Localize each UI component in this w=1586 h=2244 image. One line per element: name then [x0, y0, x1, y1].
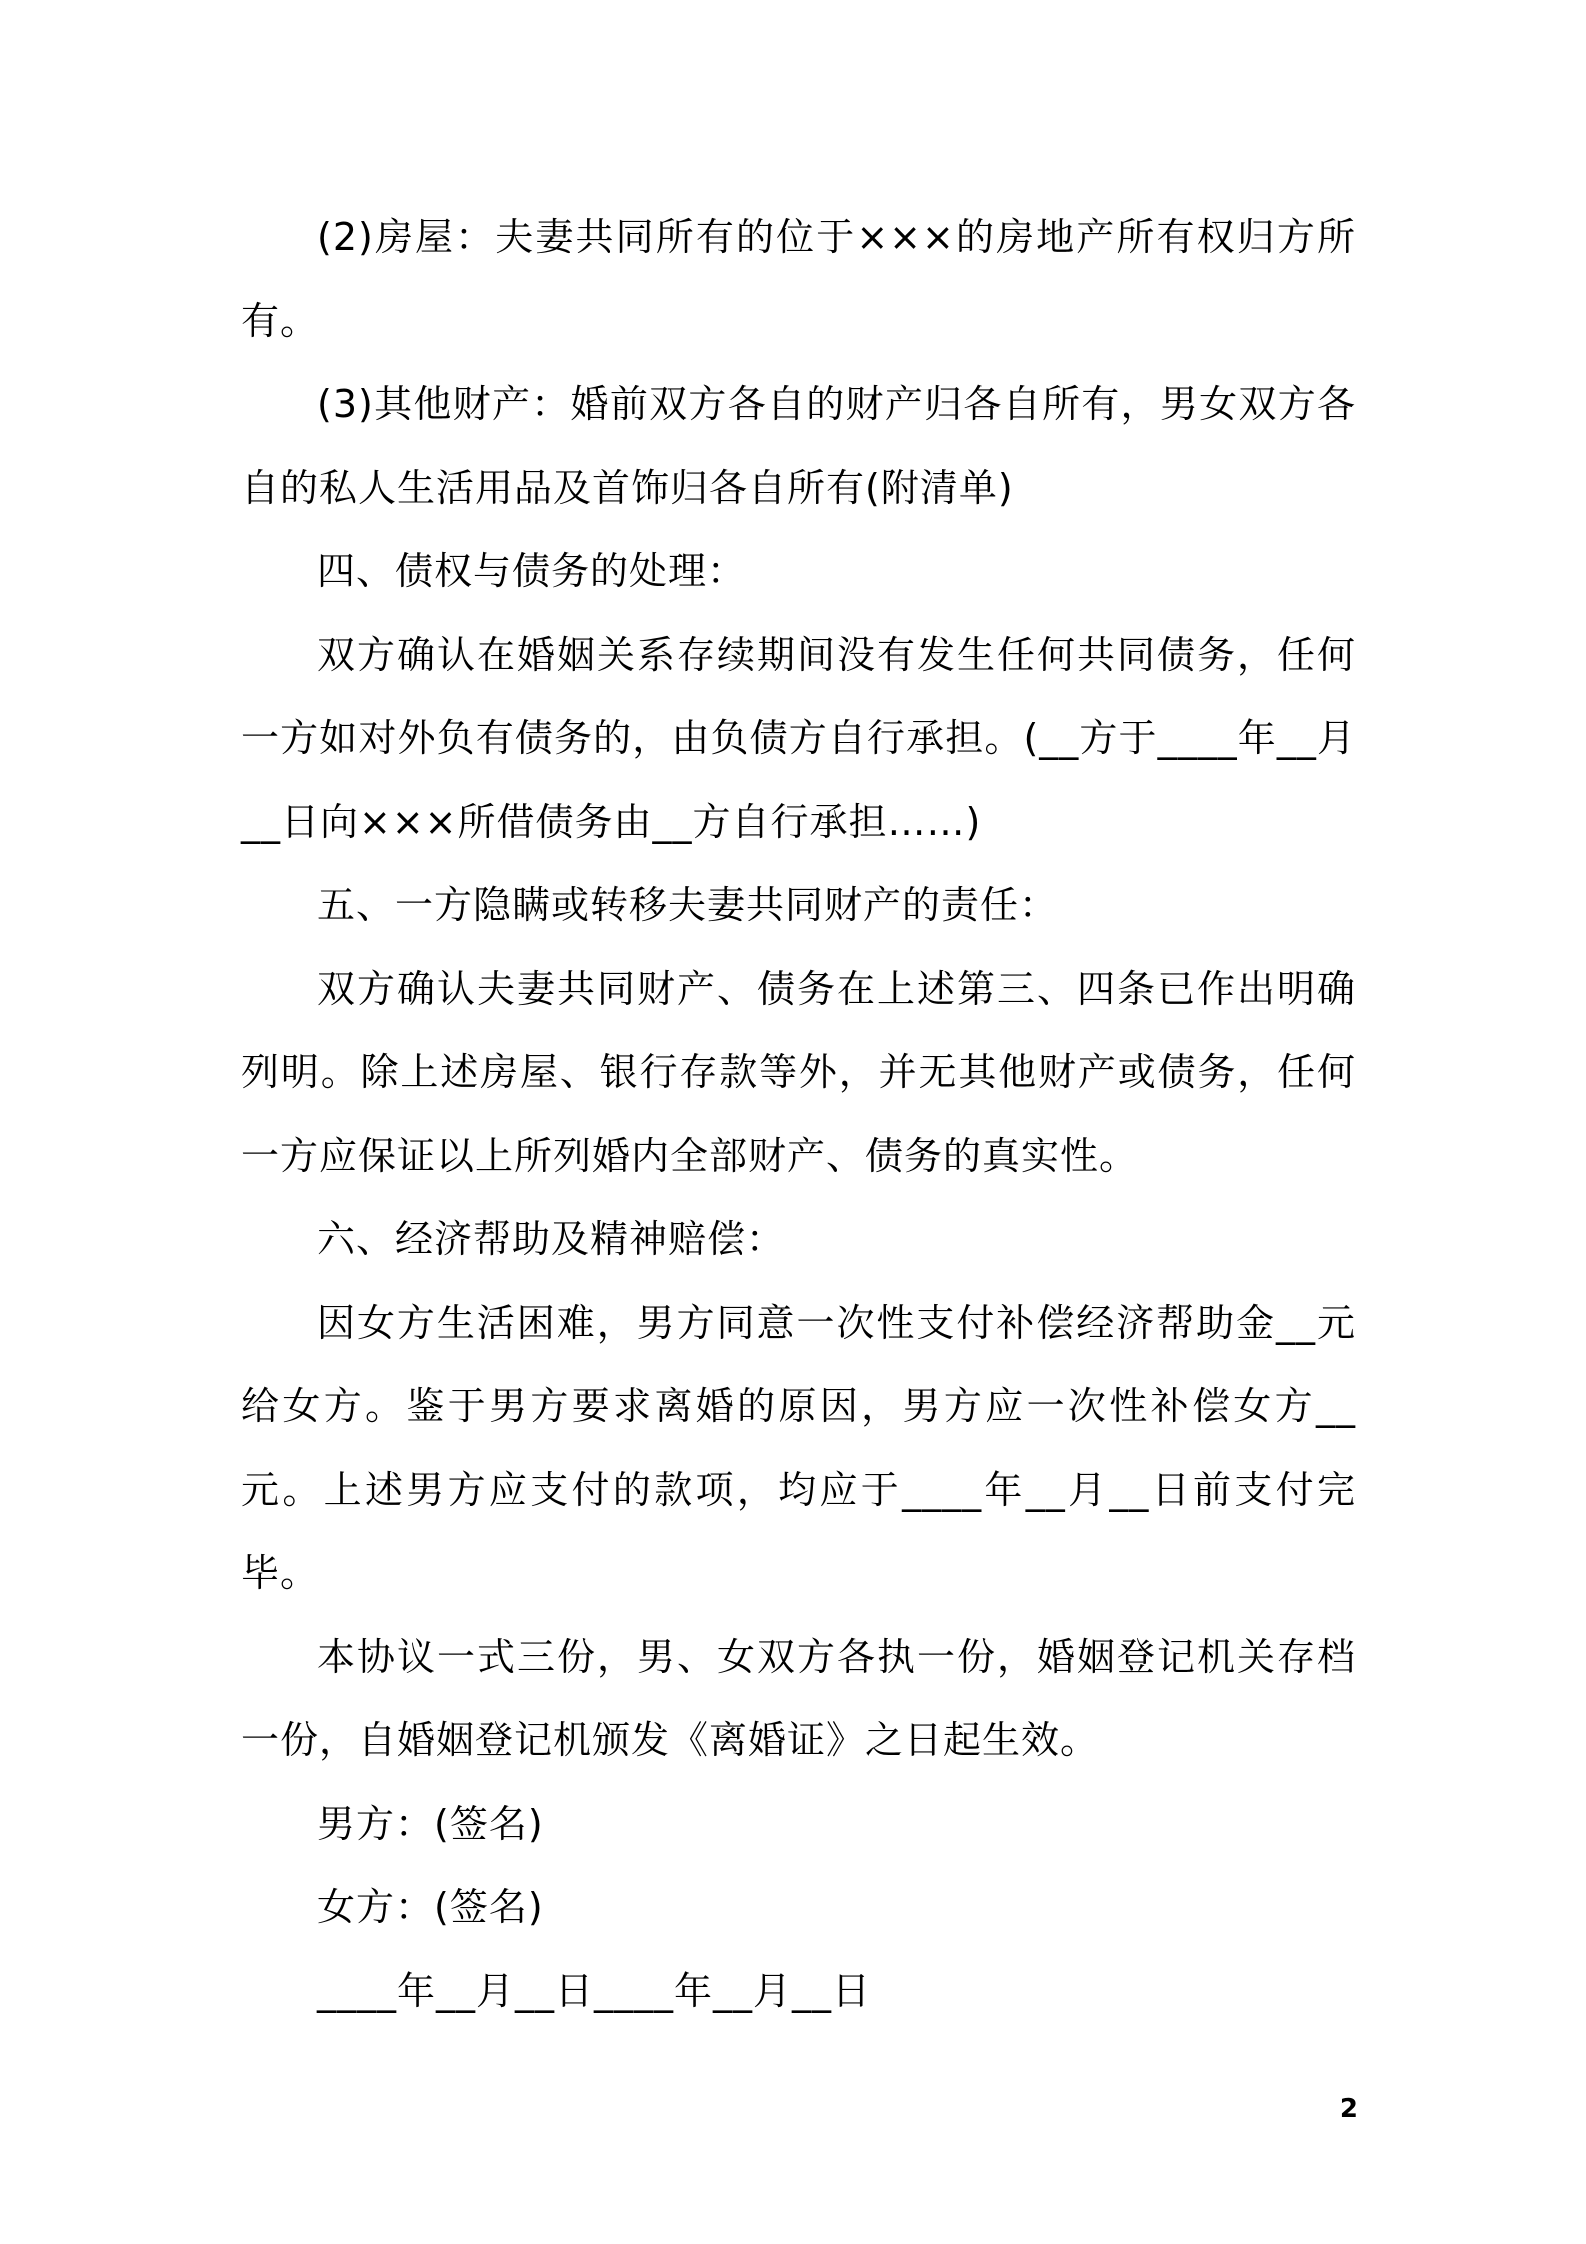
heading-concealment-liability: 五、一方隐瞒或转移夫妻共同财产的责任：: [317, 883, 1059, 927]
signature-female: 女方：(签名): [317, 1885, 544, 1929]
page-number: 2: [1339, 2094, 1358, 2124]
paragraph-concealment-liability: 双方确认夫妻共同财产、债务在上述第三、四条已作出明确列明。除上述房屋、银行存款等外，并无其他财产或债务，任何一方应保证以上所列婚内全部财产、债务的真实性。: [241, 966, 1356, 1178]
paragraph-debts: 双方确认在婚姻关系存续期间没有发生任何共同债务，任何一方如对外负有债务的，由负债方自行承担。(__方于____年__月__日向×××所借债务由__方自行承担……): [241, 632, 1356, 844]
paragraph-economic-help: 因女方生活困难，男方同意一次性支付补偿经济帮助金__元给女方。鉴于男方要求离婚的原因，男方应一次性补偿女方__元。上述男方应支付的款项，均应于____年__月__日前支付完毕。: [241, 1300, 1356, 1595]
paragraph-copies-effective: 本协议一式三份，男、女双方各执一份，婚姻登记机关存档一份，自婚姻登记机颁发《离婚证》之日起生效。: [241, 1634, 1356, 1762]
signature-dates: ____年__月__日____年__月__日: [317, 1968, 872, 2013]
signature-male: 男方：(签名): [317, 1801, 544, 1846]
document-body: [241, 196, 1356, 2033]
heading-debts: 四、债权与债务的处理：: [317, 549, 747, 593]
paragraph-other-property-clause: (3)其他财产：婚前双方各自的财产归各自所有，男女双方各自的私人生活用品及首饰归各自所有(附清单): [241, 382, 1356, 510]
paragraph-house-clause: (2)房屋：夫妻共同所有的位于×××的房地产所有权归方所有。: [241, 215, 1356, 343]
heading-economic-help: 六、经济帮助及精神赔偿：: [317, 1217, 786, 1261]
